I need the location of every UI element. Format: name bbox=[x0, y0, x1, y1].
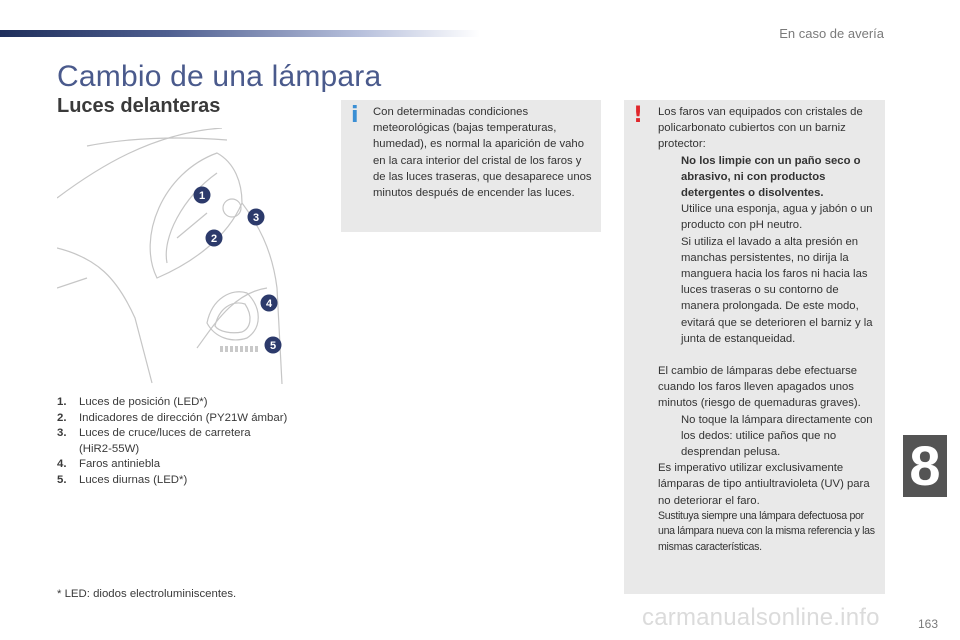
warning-paragraph: El cambio de lámparas debe efectuarse cuando los faros lleven apagados unos minutos (riesgo de quemaduras graves). bbox=[658, 365, 861, 410]
headlight-illustration bbox=[57, 128, 289, 384]
warning-icon: ! bbox=[633, 103, 644, 128]
bulb-legend bbox=[57, 395, 327, 488]
warning-bullet bbox=[658, 234, 880, 347]
page-number: 163 bbox=[917, 617, 938, 631]
legend-number: 1. bbox=[57, 396, 67, 408]
legend-number: 5. bbox=[57, 473, 67, 486]
legend-text: Faros antiniebla bbox=[79, 458, 161, 470]
callout-4: 4 bbox=[265, 298, 273, 310]
legend-number: 3. bbox=[57, 427, 67, 439]
legend-text: Luces de posición (LED*) bbox=[79, 396, 208, 408]
header-gradient-bar bbox=[0, 30, 480, 37]
info-box bbox=[341, 100, 601, 232]
legend-item bbox=[57, 426, 327, 457]
callout-2: 2 bbox=[210, 233, 218, 245]
legend-number: 2. bbox=[57, 411, 67, 424]
callout-1: 1 bbox=[198, 190, 206, 202]
legend-text: Luces diurnas (LED*) bbox=[79, 473, 188, 486]
callout-5: 5 bbox=[269, 340, 277, 352]
bullet-text: No los limpie con un paño seco o abrasivo, ni con productos detergentes o disolventes. bbox=[681, 154, 861, 200]
footnote: * LED: diodos electroluminiscentes. bbox=[57, 588, 237, 600]
legend-text: Indicadores de dirección (PY21W ámbar) bbox=[79, 411, 288, 424]
legend-item bbox=[57, 473, 327, 489]
bullet-marker bbox=[658, 412, 681, 461]
legend-item bbox=[57, 457, 327, 473]
warning-box bbox=[624, 100, 885, 594]
bullet-text: Utilice una esponja, agua y jabón o un producto con pH neutro. bbox=[681, 203, 873, 232]
watermark: carmanualsonline.info bbox=[642, 604, 880, 631]
info-icon: i bbox=[351, 103, 359, 128]
warning-paragraph: Es imperativo utilizar exclusivamente lámparas de tipo antiultravioleta (UV) para no deteriorar el faro. bbox=[658, 462, 870, 507]
warning-bullet bbox=[658, 412, 880, 461]
legend-item bbox=[57, 411, 327, 427]
chapter-tab: 8 bbox=[903, 435, 947, 497]
bullet-marker bbox=[658, 234, 681, 347]
bullet-marker bbox=[658, 201, 681, 233]
legend-number: 4. bbox=[57, 458, 67, 470]
legend-text: Luces de cruce/luces de carretera (HiR2-55W) bbox=[79, 427, 251, 455]
bullet-marker bbox=[658, 153, 681, 202]
info-text: Con determinadas condiciones meteorológicas (bajas temperaturas, humedad), es normal la aparición de vaho en la cara interior del cristal de los faros y de las luces traseras, que desaparece unos minutos después de encender las luces. bbox=[373, 106, 592, 200]
callout-3: 3 bbox=[252, 212, 260, 224]
page-title: Cambio de una lámpara bbox=[57, 60, 382, 93]
bullet-text: No toque la lámpara directamente con los dedos: utilice paños que no desprendan pelusa. bbox=[681, 413, 873, 459]
warning-body bbox=[658, 104, 880, 556]
page-subtitle: Luces delanteras bbox=[57, 95, 221, 117]
warning-paragraph: Sustituya siempre una lámpara defectuosa por una lámpara nueva con la misma referencia y las mismas características. bbox=[658, 509, 875, 554]
warning-intro: Los faros van equipados con cristales de policarbonato cubiertos con un barniz protector: bbox=[658, 106, 863, 151]
bullet-text: Si utiliza el lavado a alta presión en manchas persistentes, no dirija la manguera hacia los faros ni hacia las luces traseras o su contorno de manera prolongada. De este modo, evitará que se deterioren el barniz y la junta de estanqueidad. bbox=[681, 235, 873, 345]
legend-item bbox=[57, 395, 327, 411]
warning-bullet bbox=[658, 201, 880, 233]
section-label: En caso de avería bbox=[779, 26, 884, 41]
warning-bullet bbox=[658, 153, 880, 202]
